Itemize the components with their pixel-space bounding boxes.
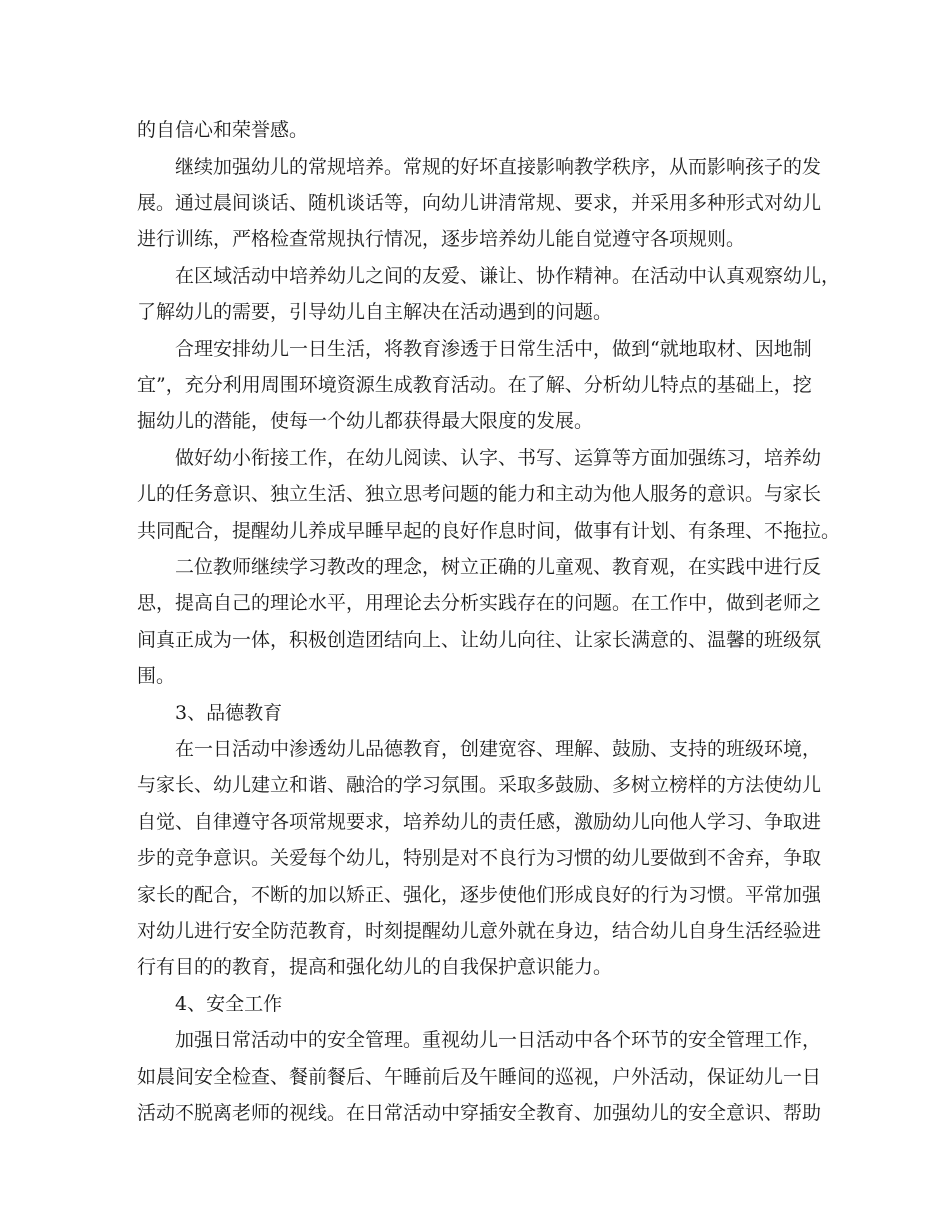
text-line: 与家长、幼儿建立和谐、融洽的学习氛围。采取多鼓励、多树立榜样的方法使幼儿 [137, 774, 822, 796]
text-line: 宜”，充分利用周围环境资源生成教育活动。在了解、分析幼儿特点的基础上，挖 [137, 374, 812, 396]
paragraph-first-line: 加强日常活动中的安全管理。重视幼儿一日活动中各个环节的安全管理工作， [175, 1029, 822, 1051]
paragraph-first-line: 在一日活动中渗透幼儿品德教育，创建宽容、理解、鼓励、支持的班级环境， [175, 738, 822, 760]
text-line: 家长的配合，不断的加以矫正、强化，逐步使他们形成良好的行为习惯。平常加强 [137, 884, 822, 906]
paragraph-first-line: 二位教师继续学习教改的理念，树立正确的儿童观、教育观，在实践中进行反 [175, 556, 822, 578]
paragraph-first-line: 继续加强幼儿的常规培养。常规的好坏直接影响教学秩序，从而影响孩子的发 [175, 156, 822, 178]
text-line: 展。通过晨间谈话、随机谈话等，向幼儿讲清常规、要求，并采用多种形式对幼儿 [137, 192, 822, 214]
text-line: 共同配合，提醒幼儿养成早睡早起的良好作息时间，做事有计划、有条理、不拖拉。 [137, 520, 841, 542]
paragraph-first-line: 做好幼小衔接工作，在幼儿阅读、认字、书写、运算等方面加强练习，培养幼 [175, 447, 822, 469]
text-line: 思，提高自己的理论水平，用理论去分析实践存在的问题。在工作中，做到老师之 [137, 592, 822, 614]
paragraph-first-line: 合理安排幼儿一日生活，将教育渗透于日常生活中，做到“就地取材、因地制 [175, 338, 812, 360]
text-line: 行有目的的教育，提高和强化幼儿的自我保护意识能力。 [137, 956, 613, 978]
text-line: 对幼儿进行安全防范教育，时刻提醒幼儿意外就在身边，结合幼儿自身生活经验进 [137, 920, 822, 942]
text-line: 进行训练，严格检查常规执行情况，逐步培养幼儿能自觉遵守各项规则。 [137, 228, 746, 250]
text-line: 了解幼儿的需要，引导幼儿自主解决在活动遇到的问题。 [137, 301, 613, 323]
text-line: 自觉、自律遵守各项常规要求，培养幼儿的责任感，激励幼儿向他人学习、争取进 [137, 811, 822, 833]
section-heading: 3、品德教育 [175, 702, 283, 724]
section-heading: 4、安全工作 [175, 993, 283, 1015]
text-line: 步的竞争意识。关爱每个幼儿，特别是对不良行为习惯的幼儿要做到不舍弃，争取 [137, 847, 822, 869]
text-line: 掘幼儿的潜能，使每一个幼儿都获得最大限度的发展。 [137, 410, 594, 432]
text-line: 围。 [137, 665, 176, 687]
text-line: 儿的任务意识、独立生活、独立思考问题的能力和主动为他人服务的意识。与家长 [137, 483, 822, 505]
text-line: 活动不脱离老师的视线。在日常活动中穿插安全教育、加强幼儿的安全意识、帮助 [137, 1102, 822, 1124]
paragraph-first-line: 在区域活动中培养幼儿之间的友爱、谦让、协作精神。在活动中认真观察幼儿， [175, 265, 841, 287]
text-line: 的自信心和荣誉感。 [137, 119, 309, 141]
text-line: 如晨间安全检查、餐前餐后、午睡前后及午睡间的巡视，户外活动，保证幼儿一日 [137, 1066, 822, 1088]
text-line: 间真正成为一体，积极创造团结向上、让幼儿向往、让家长满意的、温馨的班级氛 [137, 629, 822, 651]
